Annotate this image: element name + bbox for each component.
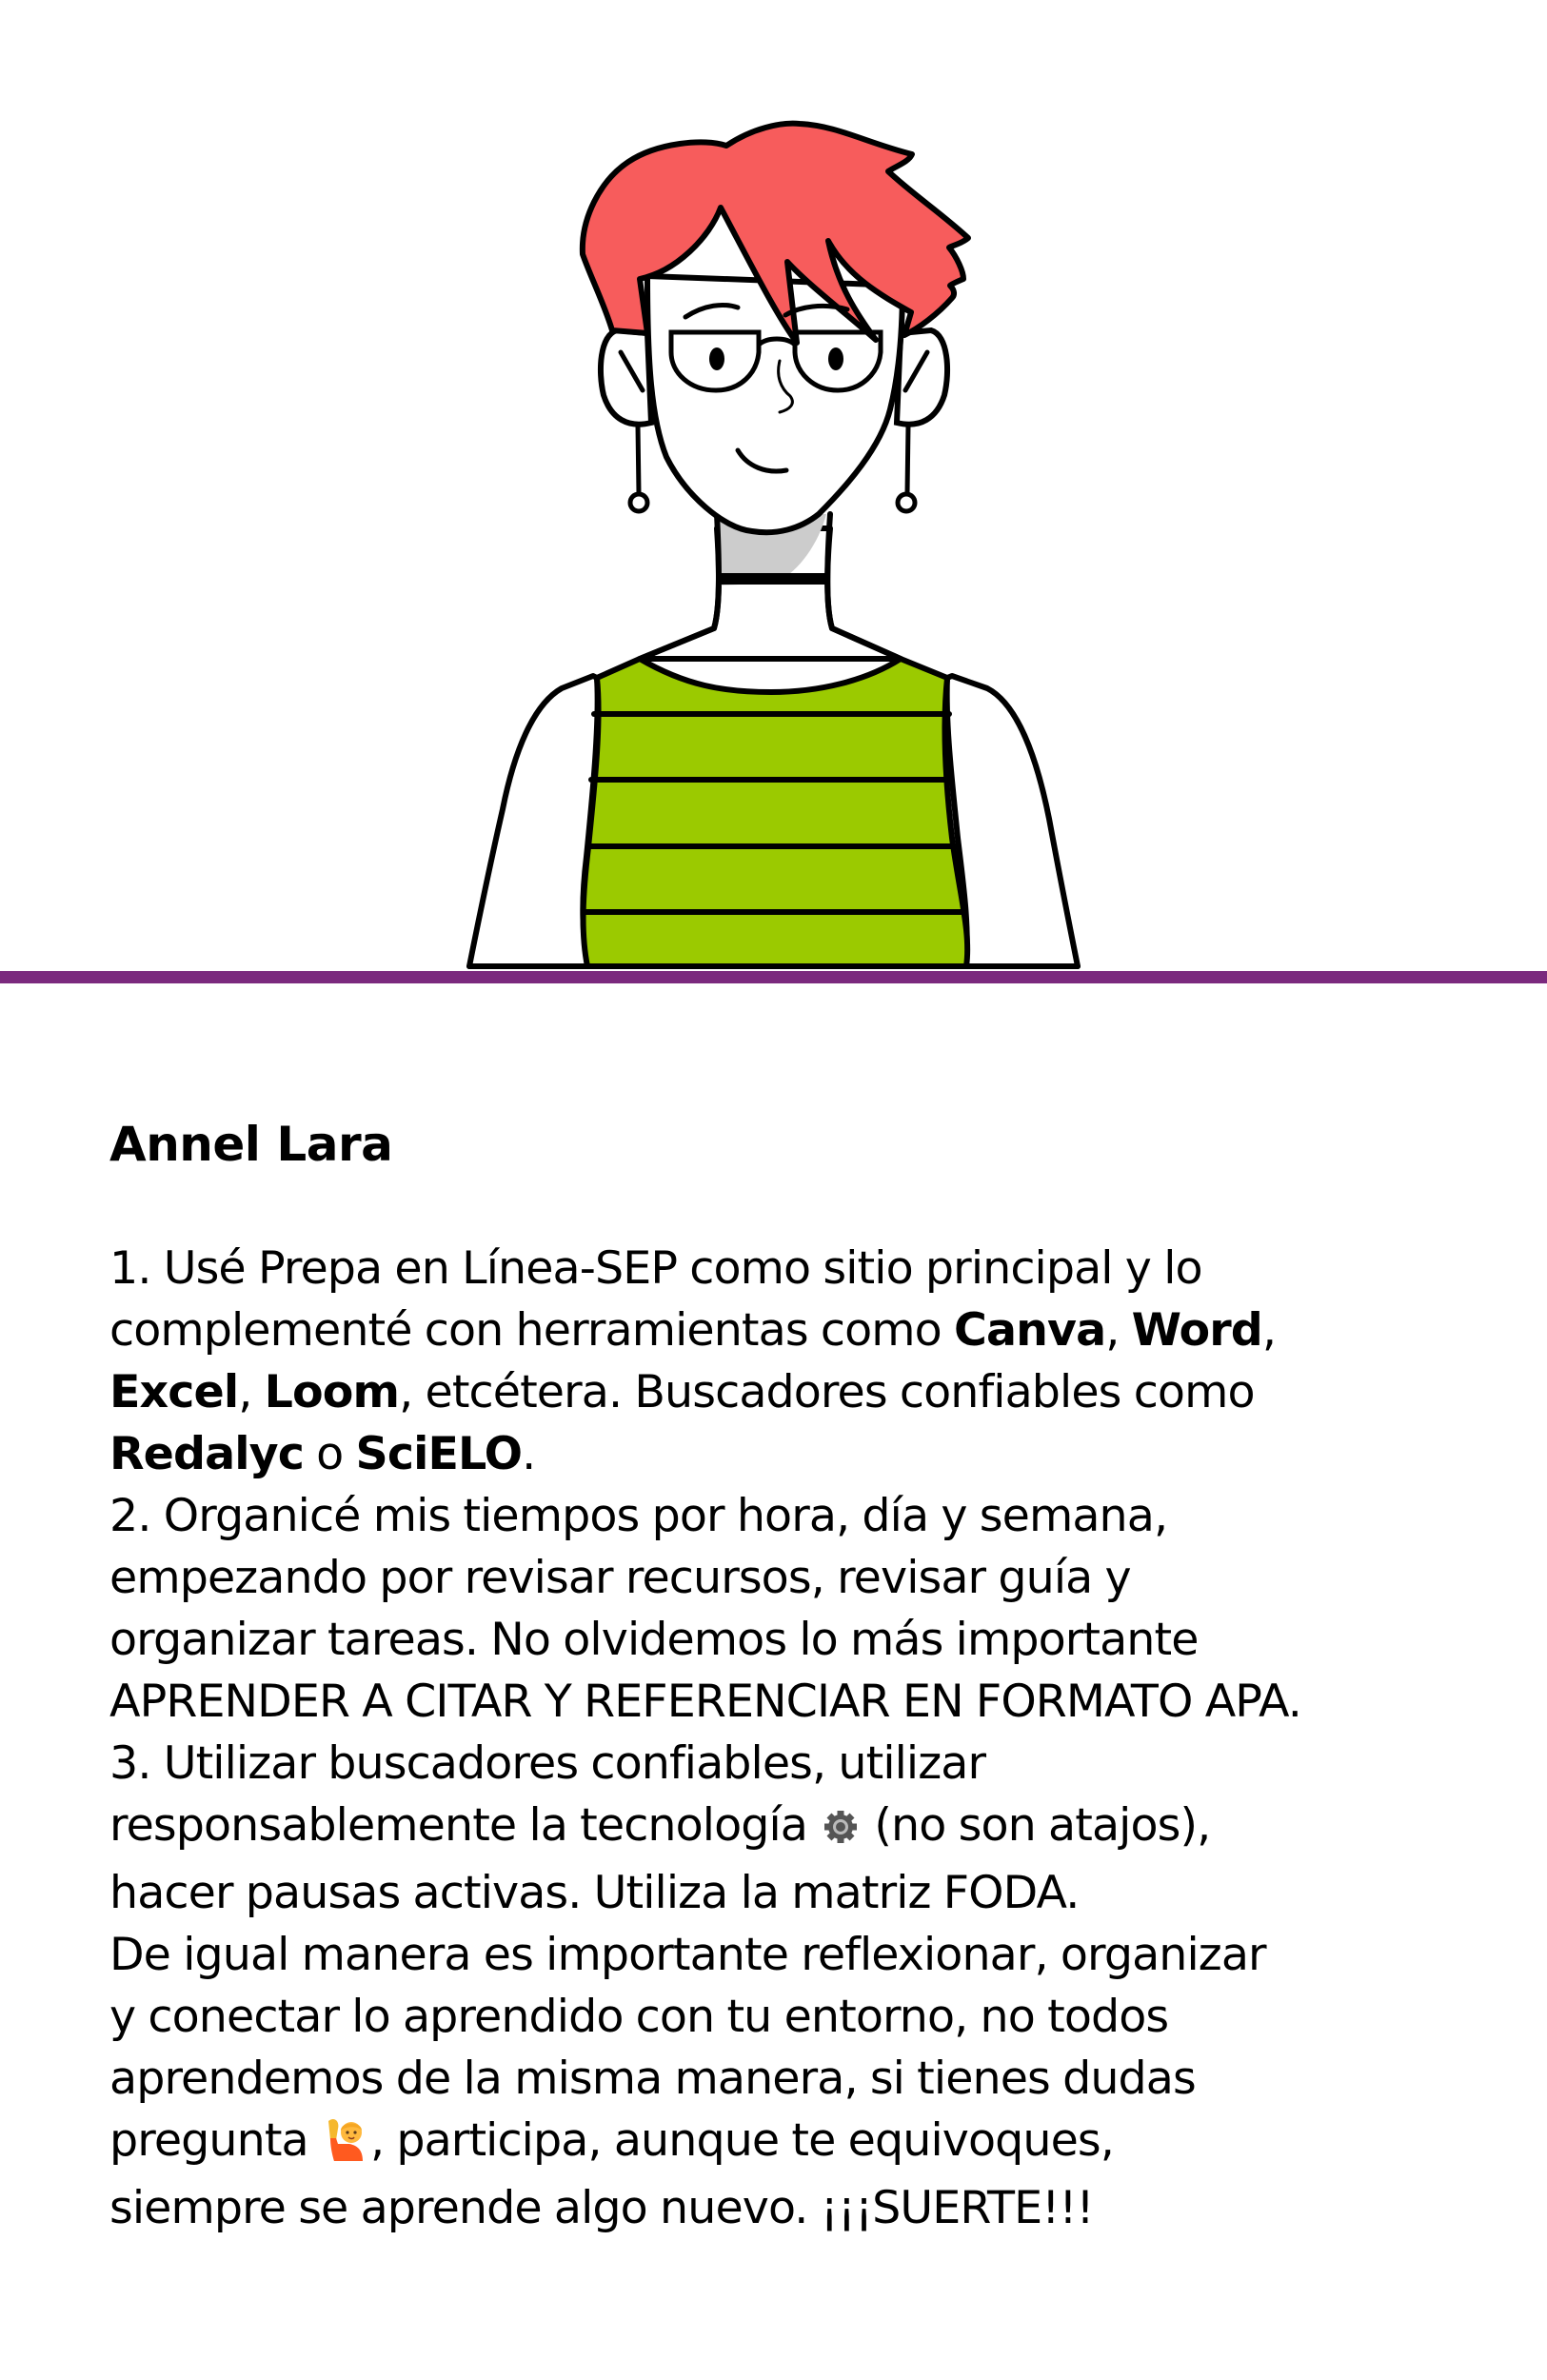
text-segment: organizar tareas. No olvidemos lo más importante [109, 1614, 1199, 1666]
right-earring [907, 426, 908, 493]
text-segment: hacer pausas activas. Utiliza la matriz FODA. [109, 1867, 1080, 1919]
text-segment: , [238, 1366, 265, 1418]
text-segment: 2. Organicé mis tiempos por hora, día y semana, [109, 1490, 1168, 1542]
right-eye [828, 347, 843, 370]
text-segment: pregunta [109, 2114, 321, 2167]
text-segment: . [522, 1428, 536, 1480]
text-segment: siempre se aprende algo nuevo. ¡¡¡SUERTE!!! [109, 2182, 1094, 2234]
text-segment: responsablemente la tecnología [109, 1799, 821, 1852]
testimonial-text [109, 1114, 1442, 2239]
text-segment: o [303, 1428, 356, 1480]
text-line [109, 2110, 1442, 2177]
text-segment: (no son atajos), [862, 1799, 1211, 1852]
text-line [109, 1795, 1442, 1862]
text-segment: empezando por revisar recursos, revisar guía y [109, 1552, 1131, 1604]
divider-line [0, 971, 1547, 983]
gear-icon [823, 1800, 858, 1862]
text-line [109, 1609, 1442, 1671]
person-raising-hand-icon [325, 2115, 367, 2177]
text-line [109, 1299, 1442, 1361]
hair [583, 124, 968, 343]
bold-term: Word [1131, 1304, 1262, 1357]
text-segment: 1. Usé Prepa en Línea-SEP como sitio principal y lo [109, 1242, 1202, 1295]
right-ear [897, 330, 947, 425]
text-segment: y conectar lo aprendido con tu entorno, no todos [109, 1991, 1169, 2043]
bold-term: Loom [264, 1366, 400, 1418]
tank-top [584, 659, 968, 966]
text-line [109, 1361, 1442, 1423]
text-line [109, 1986, 1442, 2048]
text-segment: De igual manera es importante reflexionar, organizar [109, 1929, 1266, 1981]
text-segment: APRENDER A CITAR Y REFERENCIAR EN FORMATO APA. [109, 1676, 1301, 1728]
text-line [109, 1671, 1442, 1733]
left-earring [638, 426, 639, 493]
bold-term: Redalyc [109, 1428, 304, 1480]
bold-term: Excel [109, 1366, 239, 1418]
text-segment: complementé con herramientas como [109, 1304, 954, 1357]
left-ear [601, 330, 651, 425]
left-arm [469, 676, 598, 966]
text-segment: aprendemos de la misma manera, si tienes dudas [109, 2053, 1196, 2105]
text-line [109, 1485, 1442, 1547]
text-line [109, 1733, 1442, 1795]
text-segment: , [1261, 1304, 1277, 1357]
text-segment: 3. Utilizar buscadores confiables, utilizar [109, 1737, 986, 1790]
text-segment: , participa, aunque te equivoques, [369, 2114, 1114, 2167]
author-name: Annel Lara [109, 1117, 393, 1172]
avatar-illustration [0, 0, 1547, 990]
text-segment: , [1105, 1304, 1132, 1357]
left-eye [709, 347, 724, 370]
text-line [109, 1924, 1442, 1986]
bold-term: Canva [954, 1304, 1106, 1357]
text-line [109, 1862, 1442, 1924]
text-segment: , etcétera. Buscadores confiables como [399, 1366, 1255, 1418]
text-line [109, 2177, 1442, 2239]
testimonial-body [109, 1238, 1442, 2239]
text-line [109, 1238, 1442, 1299]
text-line [109, 1547, 1442, 1609]
choker [719, 573, 829, 585]
bold-term: SciELO [355, 1428, 523, 1480]
text-line [109, 2048, 1442, 2110]
text-line [109, 1423, 1442, 1485]
